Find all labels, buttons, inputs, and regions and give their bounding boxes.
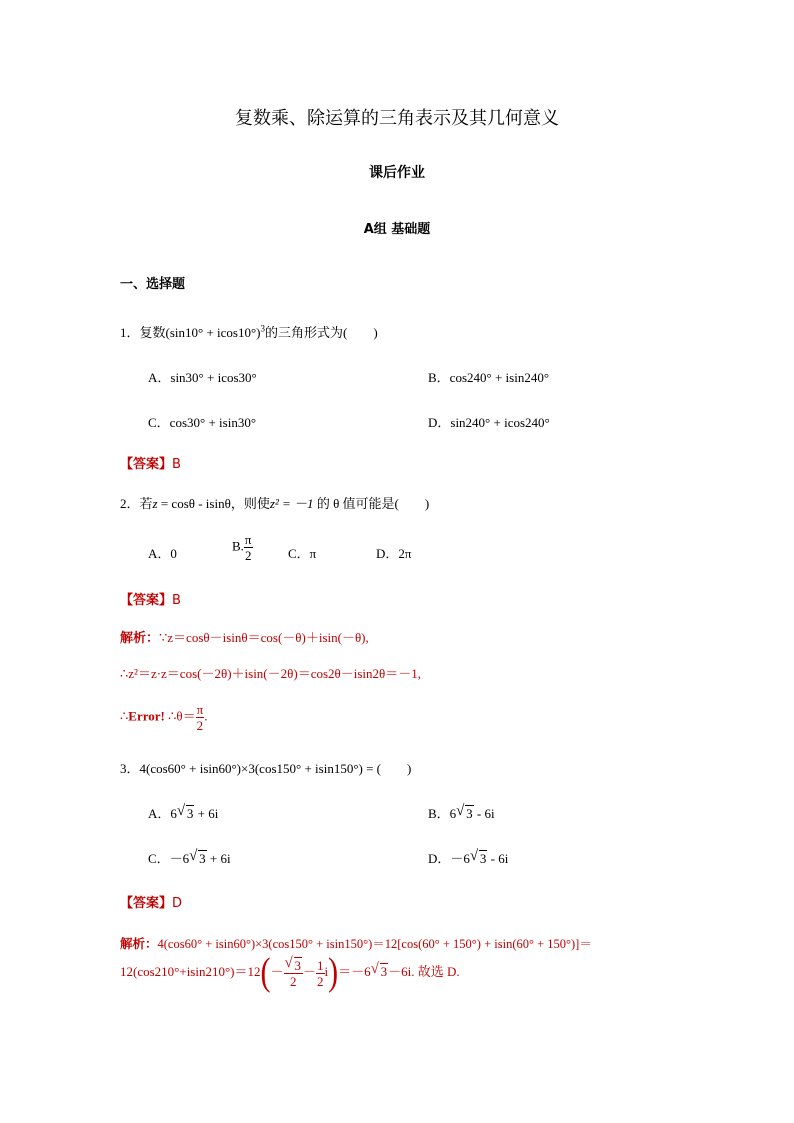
answer-label: 【答案】 xyxy=(120,593,173,608)
option-text: - 6i xyxy=(473,806,495,821)
q3-option-c[interactable] xyxy=(148,848,231,867)
question-number: 3． xyxy=(120,761,140,776)
q3-solution-line-2 xyxy=(120,950,460,994)
option-text: + 6i xyxy=(206,851,231,866)
q2-solution-line-1 xyxy=(120,627,369,646)
fraction xyxy=(244,533,253,562)
right-paren: ) xyxy=(328,950,339,994)
q2-solution-line-3 xyxy=(120,703,207,732)
fraction xyxy=(196,702,208,733)
answer-value: B xyxy=(172,457,181,472)
q3-answer xyxy=(120,892,182,911)
question-text: 若 xyxy=(139,496,153,511)
minus: － xyxy=(270,963,284,979)
option-text: B．6 xyxy=(428,806,457,821)
q2-solution-line-2: ∴z²＝z·z＝cos(－2θ)＋isin(－2θ)＝cos2θ－isin2θ＝－1, xyxy=(120,666,422,681)
radicand: 3 xyxy=(479,851,487,866)
question-text: 复数(sin10° + icos10°) xyxy=(139,325,261,340)
sqrt: √ 3 xyxy=(456,803,473,821)
fraction-den: 2 xyxy=(290,973,297,989)
question-text: = cosθ - isinθ，则使 xyxy=(157,496,270,511)
solution-text: ＝－6 xyxy=(338,963,371,979)
question-text: 4(cos60° + isin60°)×3(cos150° + isin150°) = ( ) xyxy=(139,761,412,776)
minus: － xyxy=(303,963,317,979)
solution-label: 解析： xyxy=(120,937,158,951)
solution-text: 12(cos210°+isin210°)＝12 xyxy=(120,963,261,979)
fraction-den: 2 xyxy=(244,548,252,563)
sqrt: √ 3 xyxy=(370,960,388,979)
var-z2: z² = －1 xyxy=(269,496,314,511)
option-text: D．－6 xyxy=(428,851,470,866)
answer-label: 【答案】 xyxy=(120,457,173,472)
solution-text: ∵z＝cosθ－isinθ＝cos(－θ)＋isin(－θ), xyxy=(159,630,369,645)
solution-text: . xyxy=(204,708,208,724)
question-text-end: 的 θ 值可能是( ) xyxy=(313,496,430,511)
answer-label: 【答案】 xyxy=(120,896,173,911)
page-title: 复数乘、除运算的三角表示及其几何意义 xyxy=(235,108,559,129)
var-z: z xyxy=(152,496,158,511)
sqrt: √ 3 xyxy=(469,848,487,866)
left-paren: ( xyxy=(260,950,271,994)
q1-answer xyxy=(120,453,181,472)
solution-label: 解析： xyxy=(120,630,160,645)
q3-option-d[interactable] xyxy=(428,848,508,867)
group-heading: A组 基础题 xyxy=(363,222,431,237)
option-text: - 6i xyxy=(487,851,509,866)
section-heading: 一、选择题 xyxy=(120,277,186,292)
radicand: 3 xyxy=(186,806,194,821)
question-1-stem xyxy=(120,322,378,341)
q1-option-b[interactable]: B．cos240° + isin240° xyxy=(428,370,550,385)
fraction-num xyxy=(284,954,304,974)
fraction-den: 2 xyxy=(317,973,324,989)
radicand: 3 xyxy=(380,963,388,979)
q1-option-c[interactable]: C．cos30° + isin30° xyxy=(148,415,257,430)
therefore-symbol: ∴ xyxy=(120,708,129,724)
radicand: 3 xyxy=(466,806,473,821)
sqrt: √ 3 xyxy=(176,803,194,821)
sqrt: √ 3 xyxy=(284,954,302,973)
q2-answer xyxy=(120,589,181,608)
question-text-end: 的三角形式为( ) xyxy=(265,325,378,340)
solution-text: 4(cos60° + isin60°)×3(cos150° + isin150°)＝12[cos(60° + 150°) + isin(60° + 150°)]＝ xyxy=(157,937,592,951)
q1-option-a[interactable]: A．sin30° + icos30° xyxy=(148,370,257,385)
fraction-num: π xyxy=(244,532,252,547)
option-text: C．－6 xyxy=(148,851,190,866)
q3-solution-line-1 xyxy=(120,934,592,952)
q1-option-d[interactable]: D．sin240° + icos240° xyxy=(428,415,550,430)
fraction xyxy=(284,954,304,989)
solution-text: －6i. 故选 D. xyxy=(388,963,460,979)
sqrt: √ 3 xyxy=(189,848,206,866)
answer-value: B xyxy=(172,593,181,608)
power: 3 xyxy=(260,323,266,334)
fraction xyxy=(316,959,325,988)
page-subtitle: 课后作业 xyxy=(369,165,425,181)
q2-option-c[interactable]: C．π xyxy=(288,546,317,561)
question-number: 2． xyxy=(120,496,140,511)
radicand: 3 xyxy=(199,851,206,866)
option-text: A．6 xyxy=(148,806,177,821)
question-3-stem xyxy=(120,758,411,777)
option-text: + 6i xyxy=(194,806,219,821)
q2-option-b[interactable] xyxy=(232,533,253,562)
question-2-stem xyxy=(120,493,429,512)
imag-unit: i xyxy=(324,963,329,979)
q2-option-d[interactable]: D．2π xyxy=(376,546,412,561)
radicand: 3 xyxy=(294,957,302,973)
q3-option-a[interactable] xyxy=(148,803,218,822)
fraction-den: 2 xyxy=(196,718,204,733)
answer-value: D xyxy=(172,896,183,911)
question-number: 1． xyxy=(120,325,140,340)
solution-text: ∴θ＝ xyxy=(164,708,196,724)
option-label: B. xyxy=(232,538,244,554)
fraction-num: 1 xyxy=(317,957,324,973)
q2-option-a[interactable]: A．0 xyxy=(148,546,177,561)
q3-option-b[interactable] xyxy=(428,803,495,822)
error-text: Error! xyxy=(128,708,165,724)
fraction-num: π xyxy=(196,702,204,717)
